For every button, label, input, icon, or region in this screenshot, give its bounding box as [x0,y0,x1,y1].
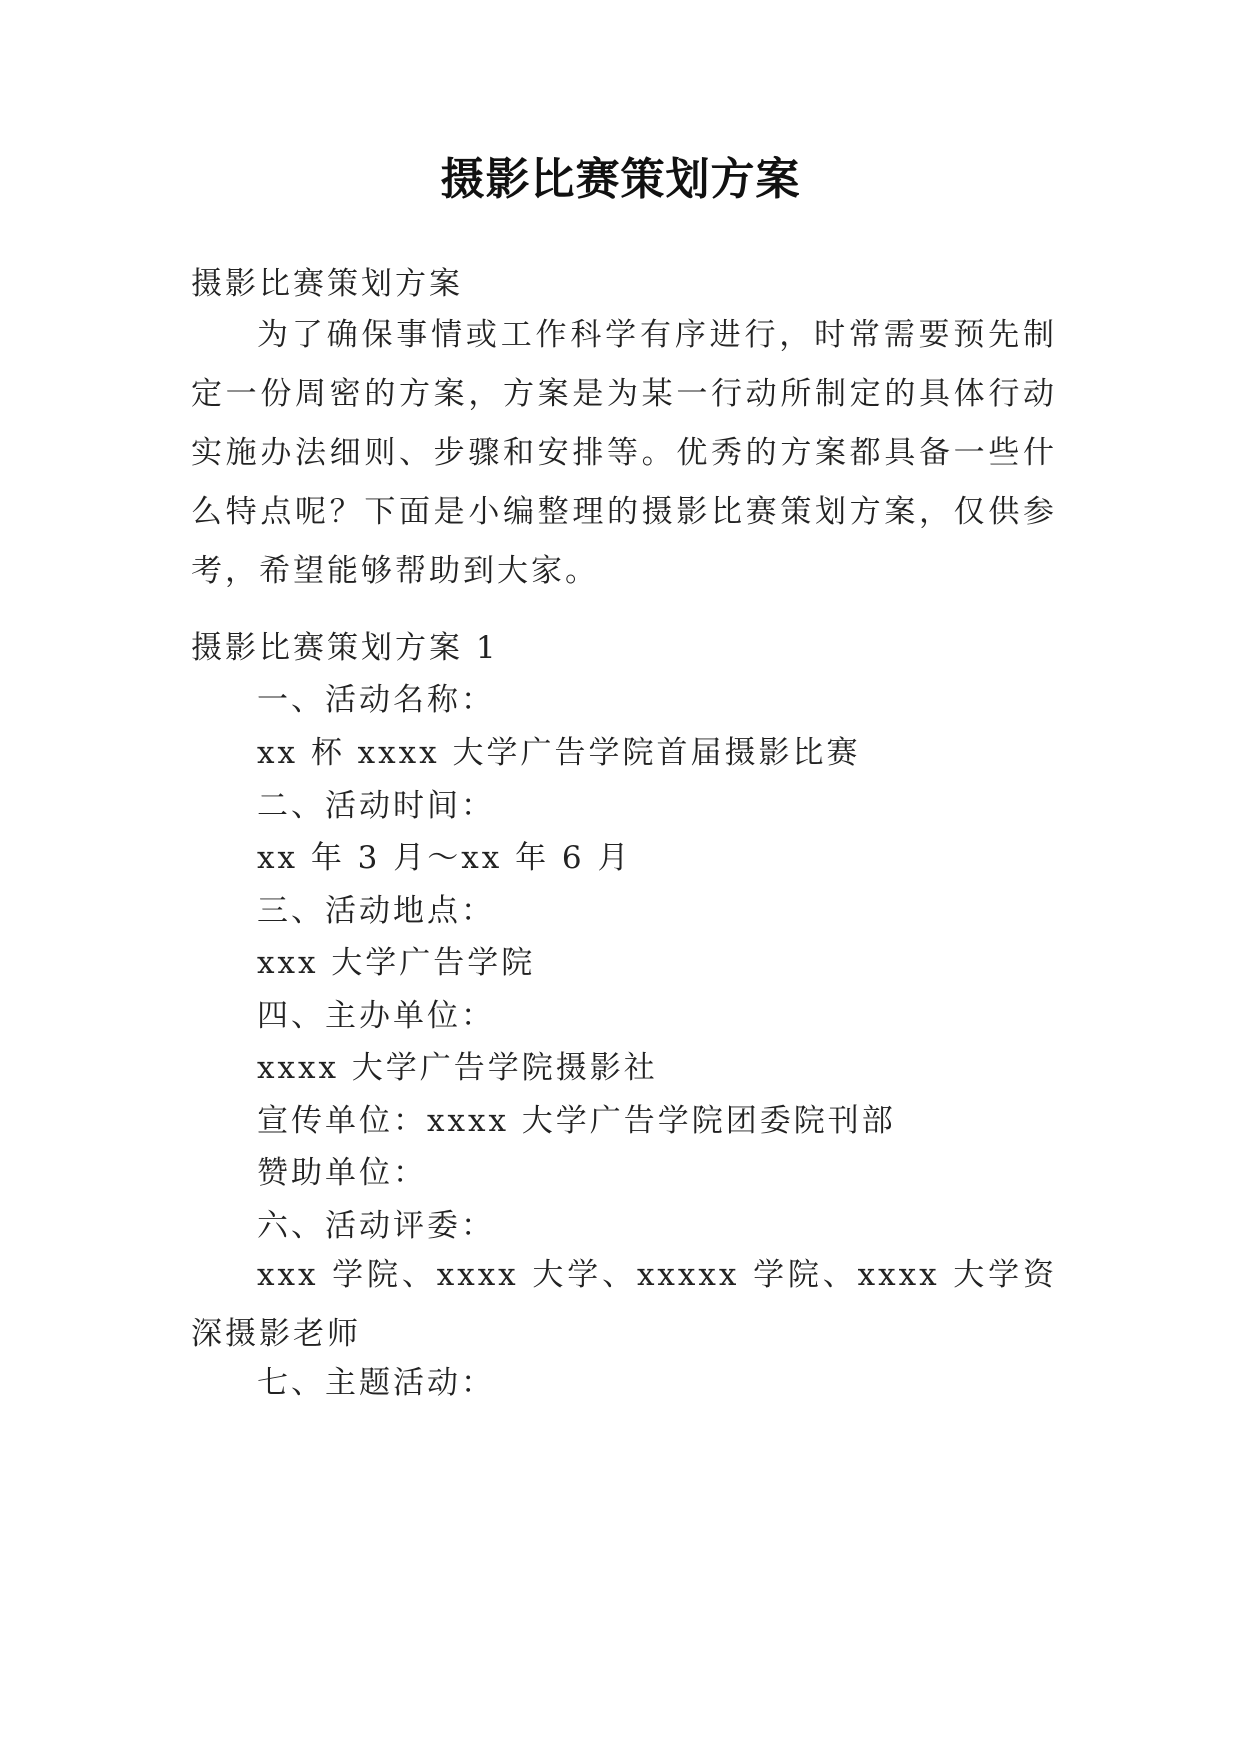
intro-paragraph: 为了确保事情或工作科学有序进行，时常需要预先制定一份周密的方案，方案是为某一行动所制定的具体行动实施办法细则、步骤和安排等。优秀的方案都具备一些什么特点呢？下面是小编整理的摄影比赛策划方案，仅供参考，希望能够帮助到大家。 [191,317,1057,589]
list-item: xxx 大学广告学院 [257,945,536,981]
list-item: xx 杯 xxxx 大学广告学院首届摄影比赛 [257,735,861,771]
list-item: 三、活动地点： [257,893,495,929]
judges-paragraph: xxx 学院、xxxx 大学、xxxxx 学院、xxxx 大学资深摄影老师 [191,1257,1057,1352]
list-item: 宣传单位：xxxx 大学广告学院团委院刊部 [257,1103,896,1139]
document-title: 摄影比赛策划方案 [440,154,801,205]
list-item: xx 年 3 月～xx 年 6 月 [257,840,632,876]
document-subtitle: 摄影比赛策划方案 [191,266,463,302]
list-item: xxxx 大学广告学院摄影社 [257,1050,658,1086]
list-item: 六、活动评委： [257,1208,495,1244]
list-item: 赞助单位： [257,1155,427,1191]
section-heading: 摄影比赛策划方案 1 [191,630,499,666]
list-item: 七、主题活动： [257,1365,495,1401]
list-item: 一、活动名称： [257,682,495,718]
list-item: 四、主办单位： [257,998,495,1034]
list-item: 二、活动时间： [257,788,495,824]
